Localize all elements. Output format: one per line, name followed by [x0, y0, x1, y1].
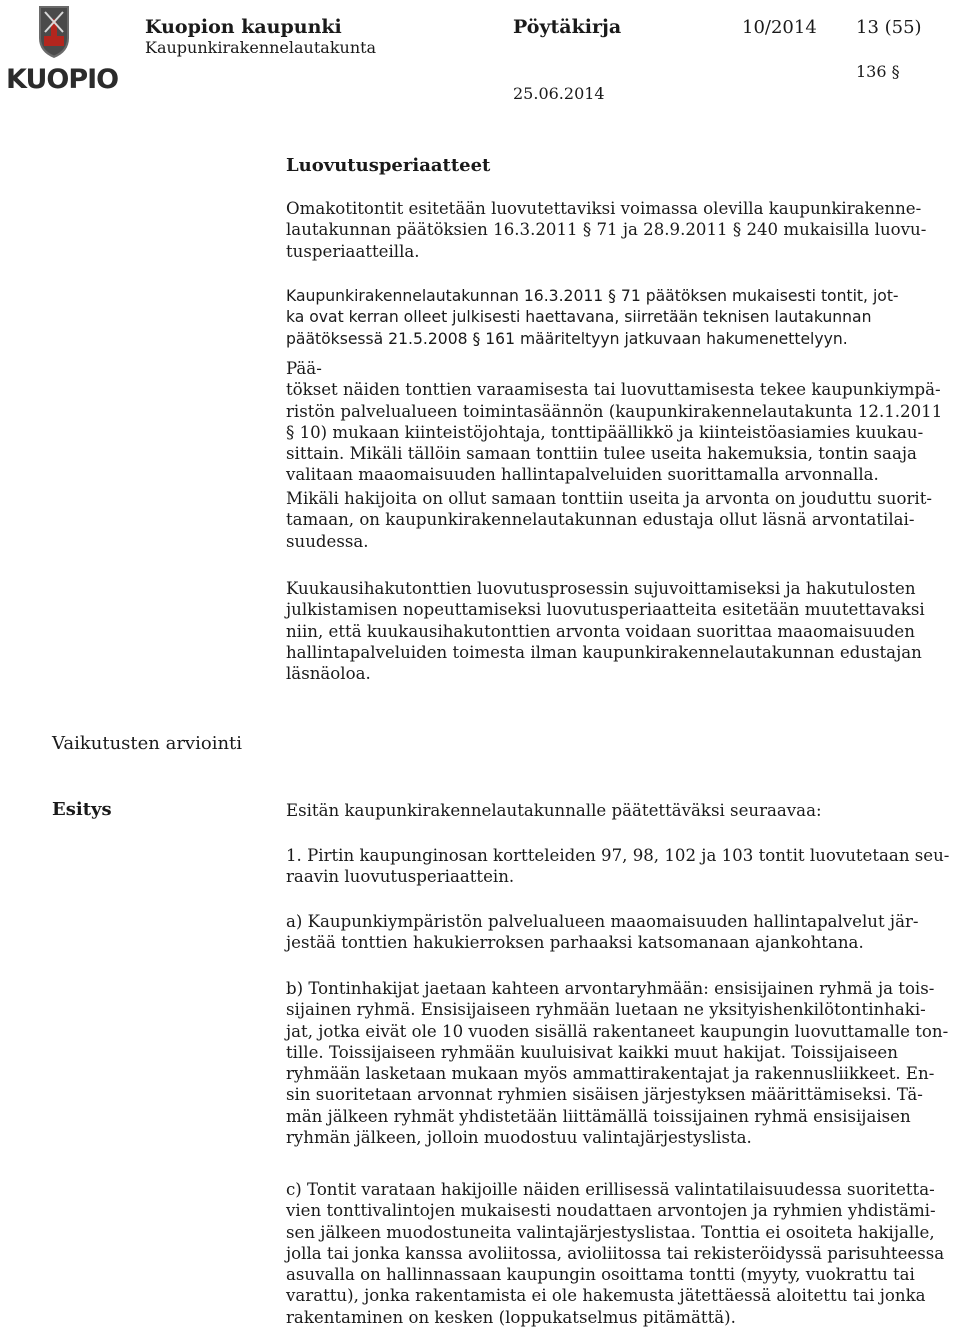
proposal-intro: Esitän kaupunkirakennelautakunnalle päätettäväksi seuraavaa: — [286, 801, 822, 820]
paragraph-1: Omakotitontit esitetään luovutettaviksi voimassa olevilla kaupunkirakenne- lautakunnan päätöksien 16.3.2011 § 71 ja 28.9.2011 § 240 mukaisilla luovu- tusperiaatteilla. — [286, 199, 927, 261]
paragraph-2-serif: Pää- tökset näiden tonttien varaamisesta tai luovuttamisesta tekee kaupunkiympä- ristön palvelualueen toimintasäännön (kaupunkirakennelautakunta 12.1.2011 § 10) mukaan kiinteistöjohtaja, tonttipäällikkö ja kiinteistöasiamies kuukau- sittain. Mikäli tällöin samaan tonttiin tulee useita hakemuksia, tontin saaja valitaan maaomaisuuden hallintapalveluiden suorittamalla arvonnalla. — [286, 359, 943, 485]
page-number: 13 (55) — [856, 17, 922, 38]
proposal-label: Esitys — [52, 799, 112, 820]
board-name: Kaupunkirakennelautakunta — [145, 38, 377, 57]
impact-assessment-label: Vaikutusten arviointi — [52, 733, 243, 754]
proposal-item-c: c) Tontit varataan hakijoille näiden erillisessä valintatilaisuudessa suoritetta- vien tonttivalintojen mukaisesti noudattaen arvontojen ja ryhmien yhdistämi- sen jälkeen muodostuneita valintajärjestyslistaa. Tonttia ei osoiteta hakijalle, jolla tai jonka kanssa avoliitossa, avioliitossa tai rekisteröidyssä parisuhteessa asuvalla on hallinnassaan kaupungin osoittama tontti (myyty, vuokrattu tai varattu), jonka rakentamista ei ole hakemusta jätettäessä aloitettu tai jonka rakentaminen on kesken (loppukatselmus pitämättä). — [286, 1180, 945, 1327]
kuopio-logo — [4, 2, 119, 100]
doc-number: 10/2014 — [742, 17, 817, 38]
section-heading: Luovutusperiaatteet — [286, 155, 491, 176]
doc-type: Pöytäkirja — [513, 16, 622, 38]
coat-of-arms-icon — [4, 2, 119, 100]
paragraph-4: Kuukausihakutonttien luovutusprosessin sujuvoittamiseksi ja hakutulosten julkistamisen nopeuttamiseksi luovutusperiaatteita esitetään muutettavaksi niin, että kuukausihakutonttien arvonta voidaan suorittaa maaomaisuuden hallintapalveluiden toimesta ilman kaupunkirakennelautakunnan edustajan läsnäoloa. — [286, 579, 925, 684]
paragraph-3: Mikäli hakijoita on ollut samaan tonttiin useita ja arvonta on jouduttu suorit- tamaan, on kaupunkirakennelautakunnan edustaja ollut läsnä arvontatilai- suudessa. — [286, 489, 932, 551]
logo-wordmark: KUOPIO — [6, 64, 119, 95]
proposal-item-1: 1. Pirtin kaupunginosan kortteleiden 97, 98, 102 ja 103 tontit luovutetaan seu- raavin luovutusperiaattein. — [286, 846, 950, 887]
meeting-date: 25.06.2014 — [513, 84, 605, 103]
section-number: 136 § — [856, 62, 900, 81]
paragraph-2-sans: Kaupunkirakennelautakunnan 16.3.2011 § 71 päätöksen mukaisesti tontit, jot- ka ovat kerran olleet julkisesti haettavana, siirretään teknisen lautakunnan päätöksessä 21.5.2008 § 161 määriteltyyn jatkuvaan hakumenettelyyn. — [286, 287, 899, 348]
proposal-item-b: b) Tontinhakijat jaetaan kahteen arvontaryhmään: ensisijainen ryhmä ja tois- sijainen ryhmä. Ensisijaiseen ryhmään luetaan ne yksityishenkilötontinhaki- jat, jotka eivät ole 10 vuoden sisällä rakentaneet kaupungin luovuttamalle ton- tille. Toissijaiseen ryhmään kuuluisivat kaikki muut hakijat. Toissijaiseen ryhmään lasketaan mukaan myös ammattirakentajat ja rakennusliikkeet. En- sin suoritetaan arvonnat ryhmien sisäisen järjestyksen määrittämiseksi. Tä- män jälkeen ryhmät yhdistetään liittämällä toissijainen ryhmä ensisijaisen ryhmän jälkeen, jolloin muodostuu valintajärjestyslista. — [286, 979, 949, 1148]
proposal-item-a: a) Kaupunkiympäristön palvelualueen maaomaisuuden hallintapalvelut jär- jestää tonttien hakukierroksen parhaaksi katsomanaan ajankohtana. — [286, 912, 919, 953]
org-name: Kuopion kaupunki — [145, 16, 342, 38]
